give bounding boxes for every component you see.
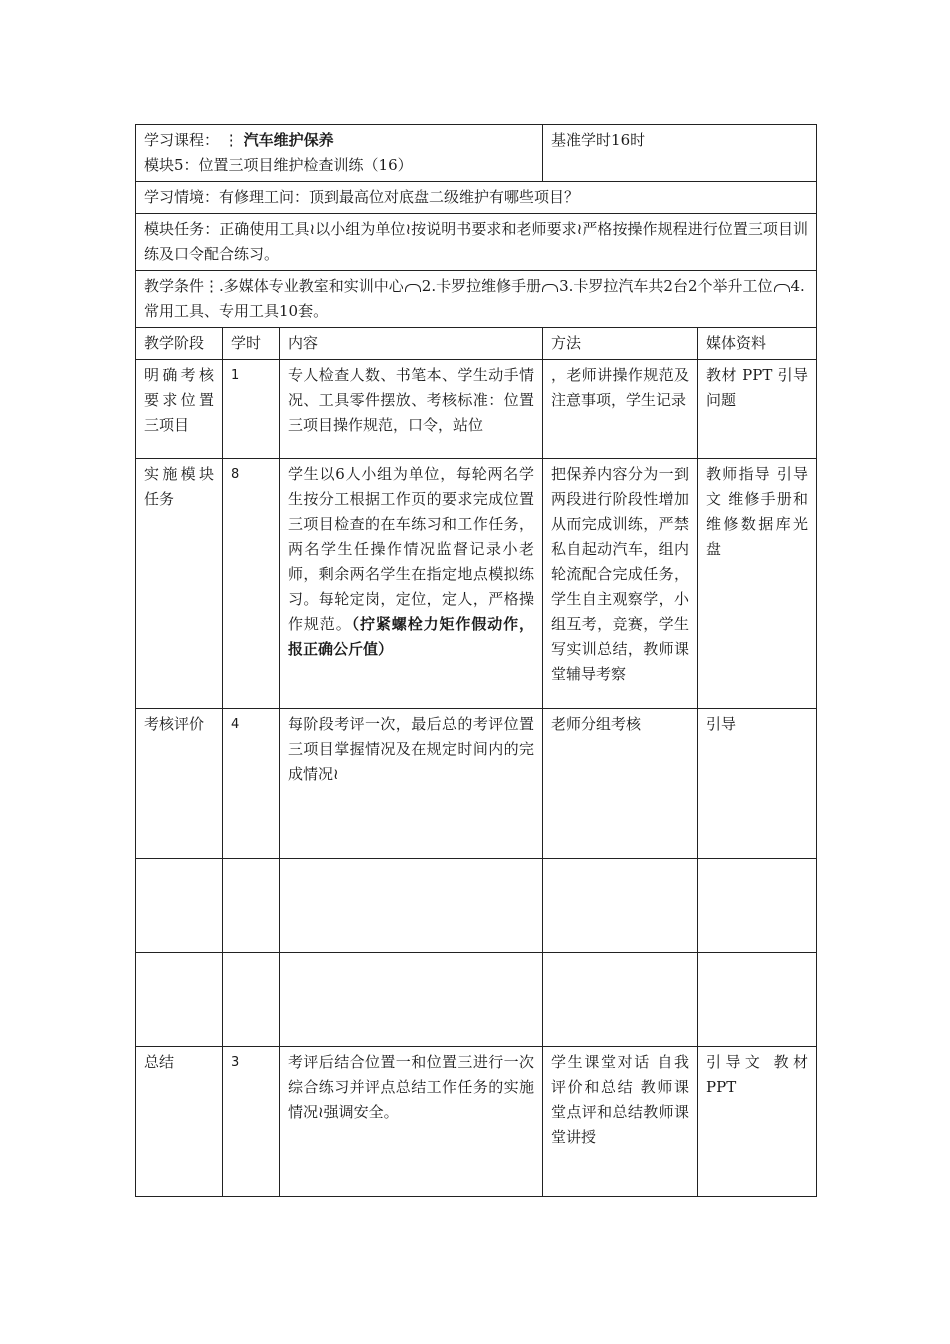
column-header: 媒体资料 xyxy=(698,328,817,360)
hours-value: 3 xyxy=(223,1047,280,1197)
separator-mark-icon xyxy=(774,284,790,292)
hours-value: 4 xyxy=(223,709,280,859)
course-name: 汽车维护保养 xyxy=(243,131,334,149)
column-header: 内容 xyxy=(280,328,543,360)
media-cell: 教材 PPT 引导问题 xyxy=(698,360,817,459)
stage-cell xyxy=(136,859,223,953)
content-cell xyxy=(280,953,543,1047)
task-cell: 模块任务：正确使用工具≀以小组为单位≀按说明书要求和老师要求≀严格按操作规程进行位置三项目训练及口令配合练习。 xyxy=(136,214,817,271)
table-row xyxy=(136,459,817,709)
condition-item-1: .多媒体专业教室和实训中心 xyxy=(219,277,404,295)
column-header-row xyxy=(136,328,817,360)
condition-item-3: 3.卡罗拉汽车共2台2个举升工位 xyxy=(559,277,773,295)
header-row xyxy=(136,125,817,182)
media-cell xyxy=(698,859,817,953)
situation-cell: 学习情境：有修理工问：顶到最高位对底盘二级维护有哪些项目？ xyxy=(136,182,817,214)
content-text: 学生以6人小组为单位，每轮两名学生按分工根据工作页的要求完成位置三项目检查的在车练习和工作任务，两名学生任操作情况监督记录小老师，剩余两名学生在指定地点模拟练习。每轮定岗，定位，定人，严格操作规范。 xyxy=(288,465,535,633)
content-bold-text: （拧紧螺栓力矩作假动作，报正确公斤值） xyxy=(288,615,535,658)
method-cell: 老师分组考核 xyxy=(543,709,698,859)
separator-mark-icon xyxy=(542,284,558,292)
media-cell xyxy=(698,953,817,1047)
media-cell: 教师指导 引导文 维修手册和维修数据库光盘 xyxy=(698,459,817,709)
module-label: 模块5： xyxy=(144,156,199,174)
content-text: 每阶段考评一次，最后总的考评位置三项目掌握情况及在规定时间内的完成情况≀ xyxy=(288,715,535,783)
stage-cell: 实施模块任务 xyxy=(136,459,223,709)
lesson-plan-table xyxy=(135,124,817,1197)
stage-cell: 考核评价 xyxy=(136,709,223,859)
hours-value xyxy=(223,953,280,1047)
task-row xyxy=(136,214,817,271)
base-hours: 基准学时16时 xyxy=(551,131,646,149)
hours-value: 1 xyxy=(223,360,280,459)
media-cell: 引导文 教材 PPT xyxy=(698,1047,817,1197)
method-cell xyxy=(543,953,698,1047)
conditions-label: 教学条件⋮ xyxy=(144,277,220,295)
stage-cell: 明确考核要求位置三项目 xyxy=(136,360,223,459)
hours-value: 8 xyxy=(223,459,280,709)
content-text: 专人检查人数、书笔本、学生动手情况、工具零件摆放、考核标准：位置三项目操作规范，口令，站位 xyxy=(288,366,535,434)
table-row xyxy=(136,1047,817,1197)
content-cell xyxy=(280,859,543,953)
separator-mark-icon xyxy=(405,284,421,292)
situation-row xyxy=(136,182,817,214)
table-row xyxy=(136,709,817,859)
content-cell xyxy=(280,360,543,459)
table-row xyxy=(136,953,817,1047)
content-cell xyxy=(280,459,543,709)
content-text: 考评后结合位置一和位置三进行一次综合练习并评点总结工作任务的实施情况≀强调安全。 xyxy=(288,1053,535,1121)
content-cell xyxy=(280,1047,543,1197)
condition-item-2: 2.卡罗拉维修手册 xyxy=(421,277,542,295)
method-cell: 把保养内容分为一到两段进行阶段性增加从而完成训练，严禁私自起动汽车，组内轮流配合完成任务，学生自主观察学，小组互考，竞赛，学生写实训总结，教师课堂辅导考察 xyxy=(543,459,698,709)
method-cell xyxy=(543,859,698,953)
column-header: 方法 xyxy=(543,328,698,360)
table-row xyxy=(136,360,817,459)
module-name: 位置三项目维护检查训练（16） xyxy=(198,156,413,174)
column-header: 教学阶段 xyxy=(136,328,223,360)
conditions-row xyxy=(136,271,817,328)
course-label: 学习课程： xyxy=(144,131,220,149)
condition-item-4: 4.常用工具、专用工具10套。 xyxy=(144,277,805,320)
stage-cell: 总结 xyxy=(136,1047,223,1197)
hours-cell xyxy=(543,125,817,182)
table-row xyxy=(136,859,817,953)
course-separator: ⋮ xyxy=(223,131,239,149)
column-header: 学时 xyxy=(223,328,280,360)
hours-value xyxy=(223,859,280,953)
conditions-cell xyxy=(136,271,817,328)
course-cell xyxy=(136,125,543,182)
method-cell: 学生课堂对话 自我评价和总结 教师课堂点评和总结教师课堂讲授 xyxy=(543,1047,698,1197)
media-cell: 引导 xyxy=(698,709,817,859)
method-cell: ，老师讲操作规范及注意事项，学生记录 xyxy=(543,360,698,459)
stage-cell xyxy=(136,953,223,1047)
content-cell xyxy=(280,709,543,859)
